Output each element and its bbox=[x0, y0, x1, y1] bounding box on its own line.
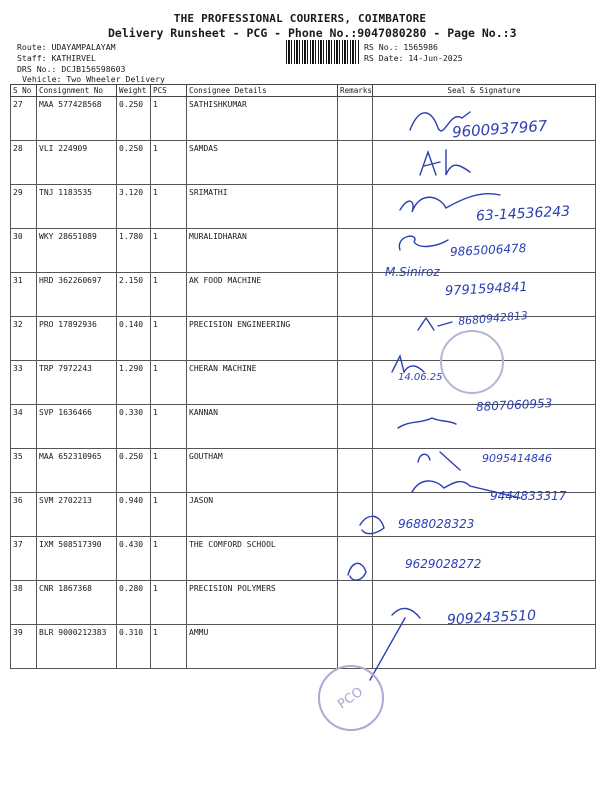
cell-consignee: SAMDAS bbox=[187, 141, 338, 185]
cell-sno: 36 bbox=[11, 493, 37, 537]
signature-27 bbox=[410, 112, 470, 131]
signature-38 bbox=[348, 563, 366, 580]
signature-39 bbox=[370, 608, 420, 680]
cell-sno: 34 bbox=[11, 405, 37, 449]
cell-consignee: PRECISION POLYMERS bbox=[187, 581, 338, 625]
pco-stamp bbox=[318, 665, 384, 731]
cell-consignment: TNJ 1183535 bbox=[37, 185, 117, 229]
cell-consignee: PRECISION ENGINEERING bbox=[187, 317, 338, 361]
cell-consignee: KANNAN bbox=[187, 405, 338, 449]
cell-sno: 35 bbox=[11, 449, 37, 493]
cell-weight: 0.250 bbox=[117, 449, 151, 493]
handwritten-phone: 9600937967 bbox=[451, 116, 548, 142]
company-seal bbox=[440, 330, 504, 394]
handwritten-phone: 9095414846 bbox=[482, 452, 552, 465]
runsheet-subtitle: Delivery Runsheet - PCG - Phone No.:9047080280 - Page No.:3 bbox=[108, 26, 517, 40]
signature-29 bbox=[400, 194, 500, 212]
handwritten-phone: 9092435510 bbox=[446, 607, 537, 629]
cell-pcs: 1 bbox=[151, 185, 187, 229]
cell-weight: 0.280 bbox=[117, 581, 151, 625]
cell-consignee: GOUTHAM bbox=[187, 449, 338, 493]
cell-consignment: HRD 362260697 bbox=[37, 273, 117, 317]
col-sno: S No bbox=[11, 85, 37, 97]
handwritten-phone: 9791594841 bbox=[444, 279, 529, 300]
vehicle-label: Vehicle: Two Wheeler Delivery bbox=[22, 74, 165, 84]
cell-weight: 0.310 bbox=[117, 625, 151, 669]
cell-consignee: CHERAN MACHINE bbox=[187, 361, 338, 405]
cell-consignment: WKY 28651089 bbox=[37, 229, 117, 273]
cell-weight: 0.250 bbox=[117, 97, 151, 141]
cell-pcs: 1 bbox=[151, 493, 187, 537]
cell-sno: 32 bbox=[11, 317, 37, 361]
cell-weight: 0.940 bbox=[117, 493, 151, 537]
cell-consignee: AMMU bbox=[187, 625, 338, 669]
cell-sno: 29 bbox=[11, 185, 37, 229]
cell-consignee: JASON bbox=[187, 493, 338, 537]
cell-consignee: SATHISHKUMAR bbox=[187, 97, 338, 141]
handwritten-phone: 8807060953 bbox=[475, 396, 553, 414]
handwritten-name: M.Siniroz bbox=[385, 265, 440, 279]
cell-weight: 3.120 bbox=[117, 185, 151, 229]
cell-sno: 37 bbox=[11, 537, 37, 581]
cell-consignee: MURALIDHARAN bbox=[187, 229, 338, 273]
signature-35 bbox=[418, 452, 460, 470]
handwritten-phone: 9444833317 bbox=[490, 489, 567, 503]
cell-pcs: 1 bbox=[151, 361, 187, 405]
cell-sno: 38 bbox=[11, 581, 37, 625]
cell-weight: 0.330 bbox=[117, 405, 151, 449]
signature-32 bbox=[418, 318, 452, 330]
handwritten-phone: 63-14536243 bbox=[475, 203, 571, 225]
cell-sno: 39 bbox=[11, 625, 37, 669]
cell-consignee: AK FOOD MACHINE bbox=[187, 273, 338, 317]
handwritten-phone: 9629028272 bbox=[405, 557, 482, 571]
cell-pcs: 1 bbox=[151, 97, 187, 141]
signature-37 bbox=[360, 516, 384, 533]
cell-pcs: 1 bbox=[151, 449, 187, 493]
cell-weight: 1.290 bbox=[117, 361, 151, 405]
cell-weight: 0.250 bbox=[117, 141, 151, 185]
rs-date: RS Date: 14-Jun-2025 bbox=[364, 53, 463, 63]
col-consignee: Consignee Details bbox=[187, 85, 338, 97]
cell-weight: 0.430 bbox=[117, 537, 151, 581]
signature-36 bbox=[412, 481, 520, 498]
cell-consignment: TRP 7972243 bbox=[37, 361, 117, 405]
cell-sno: 30 bbox=[11, 229, 37, 273]
handwritten-phone: 8680942813 bbox=[457, 308, 529, 329]
drs-label: DRS No.: DCJB156598603 bbox=[17, 64, 126, 74]
stamp-text: PCO bbox=[335, 684, 367, 712]
cell-consignment: IXM 508517390 bbox=[37, 537, 117, 581]
cell-consignment: VLI 224909 bbox=[37, 141, 117, 185]
staff-label: Staff: KATHIRVEL bbox=[17, 53, 96, 63]
cell-sno: 31 bbox=[11, 273, 37, 317]
cell-pcs: 1 bbox=[151, 405, 187, 449]
cell-pcs: 1 bbox=[151, 317, 187, 361]
cell-consignee: SRIMATHI bbox=[187, 185, 338, 229]
cell-weight: 0.140 bbox=[117, 317, 151, 361]
cell-consignment: BLR 9000212383 bbox=[37, 625, 117, 669]
cell-consignment: MAA 577428568 bbox=[37, 97, 117, 141]
cell-consignment: CNR 1867368 bbox=[37, 581, 117, 625]
cell-consignment: SVM 2702213 bbox=[37, 493, 117, 537]
company-title: THE PROFESSIONAL COURIERS, COIMBATORE bbox=[173, 12, 427, 25]
col-consignment: Consignment No bbox=[37, 85, 117, 97]
cell-consignee: THE COMFORD SCHOOL bbox=[187, 537, 338, 581]
cell-sno: 33 bbox=[11, 361, 37, 405]
cell-pcs: 1 bbox=[151, 581, 187, 625]
signature-28 bbox=[420, 150, 470, 175]
cell-sno: 28 bbox=[11, 141, 37, 185]
handwritten-phone: 9688028323 bbox=[398, 517, 475, 531]
route-label: Route: UDAYAMPALAYAM bbox=[17, 42, 116, 52]
cell-pcs: 1 bbox=[151, 141, 187, 185]
rs-number: RS No.: 1565986 bbox=[364, 42, 438, 52]
cell-consignment: SVP 1636466 bbox=[37, 405, 117, 449]
cell-pcs: 1 bbox=[151, 229, 187, 273]
col-pcs: PCS bbox=[151, 85, 187, 97]
handwritten-phone: 9865006478 bbox=[449, 241, 527, 259]
cell-consignment: PRO 17892936 bbox=[37, 317, 117, 361]
cell-pcs: 1 bbox=[151, 273, 187, 317]
col-weight: Weight bbox=[117, 85, 151, 97]
col-remarks: Remarks bbox=[338, 85, 373, 97]
cell-pcs: 1 bbox=[151, 625, 187, 669]
col-seal-signature: Seal & Signature bbox=[373, 85, 596, 97]
cell-weight: 1.780 bbox=[117, 229, 151, 273]
handwritten-date: 14.06.25 bbox=[398, 372, 443, 383]
signature-34 bbox=[398, 418, 456, 428]
cell-pcs: 1 bbox=[151, 537, 187, 581]
cell-sno: 27 bbox=[11, 97, 37, 141]
cell-weight: 2.150 bbox=[117, 273, 151, 317]
signature-33 bbox=[392, 356, 424, 372]
cell-consignment: MAA 652310965 bbox=[37, 449, 117, 493]
signature-30 bbox=[399, 236, 448, 250]
